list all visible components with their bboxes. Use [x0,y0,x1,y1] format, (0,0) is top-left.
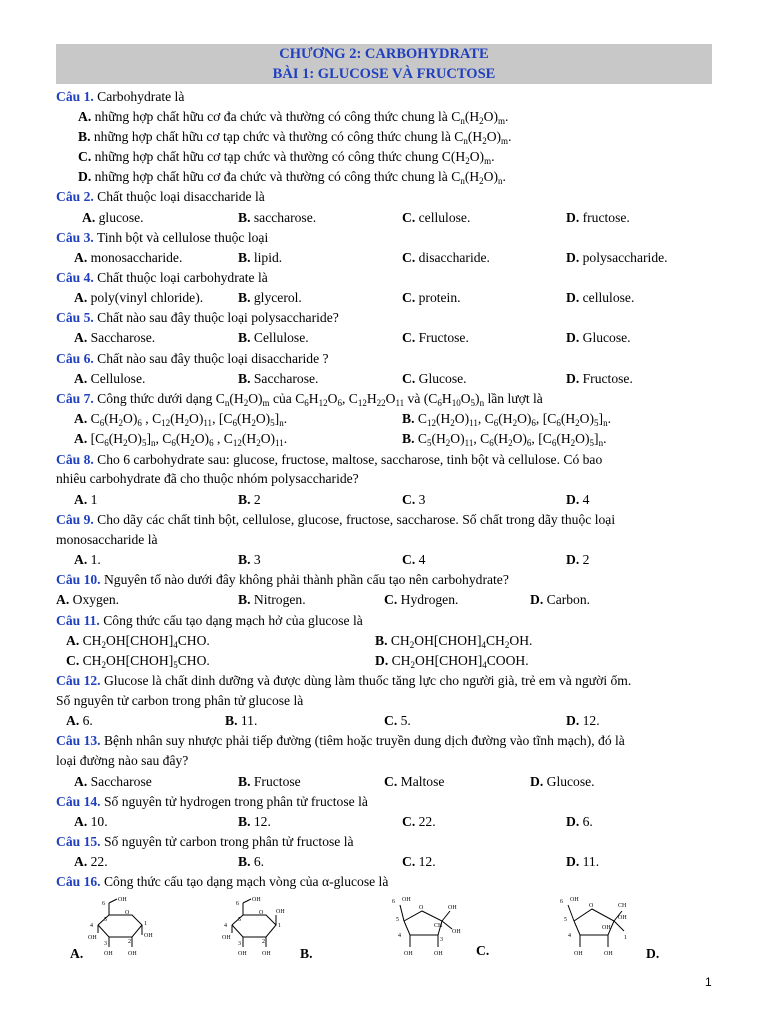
svg-text:3: 3 [440,937,443,943]
question-10: Câu 10. Nguyên tố nào dưới đây không phải thành phần cấu tạo nên carbohydrate? [56,572,509,587]
svg-text:5: 5 [396,917,399,923]
question-12-cont: Số nguyên tử carbon trong phân tử glucose là [56,693,304,708]
q16-option-a-label: A. [70,946,84,961]
q14-option-d: D. 6. [566,814,593,829]
svg-text:1: 1 [144,921,147,927]
q8-option-b: B. 2 [238,492,261,507]
svg-text:5: 5 [104,917,107,923]
q16-option-d-label: D. [646,946,660,961]
question-11: Câu 11. Công thức cấu tạo dạng mạch hở của glucose là [56,613,363,628]
page-number: 1 [705,975,712,989]
q10-option-b: B. Nitrogen. [238,592,306,607]
q5-option-a: A. Saccharose. [74,330,156,345]
svg-text:6: 6 [560,899,563,905]
q11-option-c: C. $CH_2OH[CHOH]_5CHO$. [66,653,210,670]
svg-text:4: 4 [568,933,571,939]
alpha-glucose-structure-c [388,893,468,959]
q12-option-c: C. 5. [384,713,411,728]
q4-option-d: D. cellulose. [566,290,635,305]
q13-option-c: C. Maltose [384,774,445,789]
q1-option-a: A. những hợp chất hữu cơ đa chức và thường có công thức chung là $C_n(H_2O)_m$. [78,109,509,126]
q11-option-b: B. $CH_2OH[CHOH]_4CH_2OH$. [375,633,533,650]
q7-option-b2: B. $C_5(H_2O)_{11}$, $C_6(H_2O)_6$, $[C_6(H_2O)_5]_n$. [402,431,607,448]
svg-text:OH: OH [570,897,579,903]
q3-option-a: A. monosaccharide. [74,250,183,265]
svg-text:OH: OH [118,897,127,903]
svg-text:O: O [259,910,264,916]
question-12: Câu 12. Glucose là chất dinh dưỡng và được dùng làm thuốc tăng lực cho người già, trẻ em và người ốm. [56,673,632,688]
q1-option-d: D. những hợp chất hữu cơ đa chức và thường có công thức chung là $C_n(H_2O)_n$. [78,169,506,186]
svg-text:OH: OH [448,905,457,911]
svg-text:OH: OH [602,925,611,931]
question-16: Câu 16. Công thức cấu tạo dạng mạch vòng của α-glucose là [56,874,389,889]
svg-text:OH: OH [618,915,627,921]
svg-text:4: 4 [398,933,401,939]
svg-text:2: 2 [262,939,265,945]
q4-option-a: A. poly(vinyl chloride). [74,290,204,305]
svg-text:OH: OH [276,909,285,915]
question-13-cont: loại đường nào sau đây? [56,753,189,768]
q15-option-d: D. 11. [566,854,600,869]
q4-option-b: B. glycerol. [238,290,302,305]
q9-option-b: B. 3 [238,552,261,567]
q10-option-c: C. Hydrogen. [384,592,459,607]
question-14: Câu 14. Số nguyên tử hydrogen trong phân tử fructose là [56,794,368,809]
q3-option-d: D. polysaccharide. [566,250,668,265]
svg-text:OH: OH [252,897,261,903]
q14-option-a: A. 10. [74,814,108,829]
alpha-glucose-structure-d [556,893,640,959]
svg-text:OH: OH [434,951,443,957]
q6-option-a: A. Cellulose. [74,371,146,386]
q8-option-c: C. 3 [402,492,426,507]
svg-text:4: 4 [90,923,93,929]
q12-option-b: B. 11. [225,713,258,728]
q9-option-d: D. 2 [566,552,590,567]
svg-text:OH: OH [88,935,97,941]
svg-text:O: O [125,910,130,916]
question-9-cont: monosaccharide là [56,532,158,547]
q6-option-c: C. Glucose. [402,371,467,386]
svg-text:OH: OH [574,951,583,957]
q15-option-c: C. 12. [402,854,436,869]
svg-text:OH: OH [128,951,137,957]
svg-text:2: 2 [128,939,131,945]
svg-text:OH: OH [404,951,413,957]
svg-text:6: 6 [236,901,239,907]
question-8-cont: nhiêu carbohydrate đã cho thuộc nhóm polysaccharide? [56,471,359,486]
q8-option-d: D. 4 [566,492,590,507]
q7-option-a: A. $C_6(H_2O)_6$ , $C_{12}(H_2O)_{11}$, $[C_6(H_2O)_5]_n$. [74,411,288,428]
svg-text:OH: OH [144,933,153,939]
q9-option-a: A. 1. [74,552,101,567]
svg-text:4: 4 [224,923,227,929]
svg-text:OH: OH [262,951,271,957]
question-1: Câu 1. Carbohydrate là [56,89,185,104]
q2-option-b: B. saccharose. [238,210,317,225]
svg-text:1: 1 [624,935,627,941]
svg-text:CH: CH [618,903,627,909]
q1-option-b: B. những hợp chất hữu cơ tạp chức và thường có công thức chung là $C_n(H_2O)_m$. [78,129,512,146]
question-5: Câu 5. Chất nào sau đây thuộc loại polysaccharide? [56,310,339,325]
q4-option-c: C. protein. [402,290,461,305]
q10-option-d: D. Carbon. [530,592,591,607]
svg-text:3: 3 [104,941,107,947]
q6-option-d: D. Fructose. [566,371,633,386]
svg-text:3: 3 [238,941,241,947]
svg-text:5: 5 [238,917,241,923]
question-9: Câu 9. Cho dãy các chất tinh bột, cellulose, glucose, fructose, saccharose. Số chất trong dãy thuộc loại [56,512,616,527]
svg-text:O: O [589,903,594,909]
q5-option-d: D. Glucose. [566,330,631,345]
q13-option-d: D. Glucose. [530,774,595,789]
svg-text:O: O [419,905,424,911]
lesson-title: BÀI 1: GLUCOSE VÀ FRUCTOSE [272,66,496,82]
question-13: Câu 13. Bệnh nhân suy nhược phải tiếp đường (tiêm hoặc truyền dung dịch đường vào tĩnh mạch), đó là [56,733,625,748]
q13-option-b: B. Fructose [238,774,301,789]
q15-option-b: B. 6. [238,854,265,869]
question-3: Câu 3. Tinh bột và cellulose thuộc loại [56,230,269,245]
q2-option-d: D. fructose. [566,210,630,225]
svg-text:6: 6 [102,901,105,907]
q16-option-c-label: C. [476,943,490,958]
q10-option-a: A. Oxygen. [56,592,120,607]
q15-option-a: A. 22. [74,854,108,869]
q7-option-a2: A. $[C_6(H_2O)_5]_n$, $C_6(H_2O)_6$ , $C_{12}(H_2O)_{11}$. [74,431,288,448]
question-7: Câu 7. Công thức dưới dạng $C_n(H_2O)_m$ của $C_6H_{12}O_6$, $C_{12}H_{22}O_{11}$ và $(C_6H_{10}O_5)_n$ lần lượt là [56,391,543,408]
svg-text:OH: OH [222,935,231,941]
svg-text:6: 6 [392,899,395,905]
question-8: Câu 8. Cho 6 carbohydrate sau: glucose, fructose, maltose, saccharose, tinh bột và cellulose. Có bao [56,452,603,467]
q16-option-b-label: B. [300,946,313,961]
q3-option-c: C. disaccharide. [402,250,490,265]
q9-option-c: C. 4 [402,552,426,567]
chapter-title: CHƯƠNG 2: CARBOHYDRATE [279,46,489,62]
q3-option-b: B. lipid. [238,250,283,265]
svg-text:5: 5 [564,917,567,923]
svg-text:OH: OH [452,929,461,935]
q14-option-b: B. 12. [238,814,271,829]
question-6: Câu 6. Chất nào sau đây thuộc loại disaccharide ? [56,351,329,366]
chapter-header [56,44,712,84]
alpha-glucose-structure-a [84,893,164,959]
q2-option-a: A. glucose. [82,210,144,225]
question-15: Câu 15. Số nguyên tử carbon trong phân tử fructose là [56,834,354,849]
question-2: Câu 2. Chất thuộc loại disaccharide là [56,189,265,204]
svg-text:OH: OH [402,897,411,903]
q1-option-c: C. những hợp chất hữu cơ tạp chức và thường có công thức chung $C(H_2O)_m$. [78,149,495,166]
question-4: Câu 4. Chất thuộc loại carbohydrate là [56,270,268,285]
q14-option-c: C. 22. [402,814,436,829]
q8-option-a: A. 1 [74,492,98,507]
svg-text:OH: OH [238,951,247,957]
q5-option-c: C. Fructose. [402,330,469,345]
q13-option-a: A. Saccharose [74,774,152,789]
svg-text:CH: CH [434,923,443,929]
svg-text:1: 1 [278,923,281,929]
q12-option-a: A. 6. [66,713,93,728]
q6-option-b: B. Saccharose. [238,371,319,386]
alpha-glucose-structure-b [218,893,298,959]
q11-option-d: D. $CH_2OH[CHOH]_4COOH$. [375,653,529,670]
q7-option-b: B. $C_{12}(H_2O)_{11}$, $C_6(H_2O)_6$, $[C_6(H_2O)_5]_n$. [402,411,611,428]
q2-option-c: C. cellulose. [402,210,471,225]
svg-text:OH: OH [604,951,613,957]
q5-option-b: B. Cellulose. [238,330,309,345]
q11-option-a: A. $CH_2OH[CHOH]_4CHO$. [66,633,210,650]
svg-text:OH: OH [104,951,113,957]
q12-option-d: D. 12. [566,713,600,728]
